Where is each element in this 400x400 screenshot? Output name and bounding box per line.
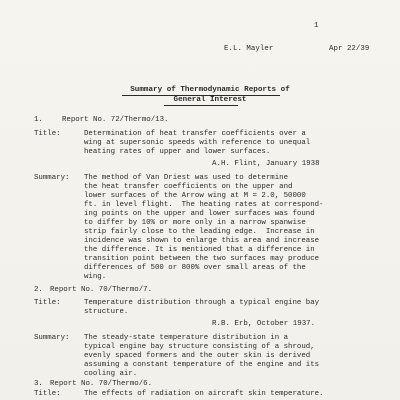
report-2-summary-label: Summary: (34, 334, 70, 342)
report-2-summary-line-4: assuming a constant temperature of the engine and its (84, 361, 320, 369)
report-2-summary-line-1: The steady-state temperature distribution in a (84, 334, 289, 342)
author-header: E.L. Mayler (224, 45, 274, 53)
report-2-summary-line-5: cooling air. (84, 370, 138, 378)
report-1-summary-line-4: ft. in level flight. The heating rates at correspond- (84, 201, 324, 209)
report-1-summary-line-1: The method of Van Driest was used to determine (84, 174, 289, 182)
report-2-summary-line-2: typical engine bay structure consisting of a shroud, (84, 343, 315, 351)
title-underline-2 (164, 105, 238, 106)
report-1-label: Report No. 72/Thermo/13. (62, 116, 169, 124)
report-1-summary-line-7: strip fairly close to the leading edge. Increase in (84, 228, 315, 236)
report-1-author: A.H. Flint, January 1938 (212, 160, 320, 168)
report-2-author: R.B. Erb, October 1937. (212, 320, 316, 328)
report-1-title-line-1: Determination of heat transfer coefficients over a (84, 130, 306, 138)
report-3-title-line-1: The effects of radiation on aircraft skin temperature. (84, 390, 324, 398)
report-2-title-line-1: Temperature distribution through a typical engine bay (84, 299, 320, 307)
report-3-title-label: Title: (34, 390, 61, 398)
report-1-number: 1. (34, 116, 43, 124)
document-title-line-1: Summary of Thermodynamic Reports of (130, 86, 290, 94)
report-1-summary-label: Summary: (34, 174, 70, 182)
report-2-title-line-2: structure. (84, 308, 129, 316)
report-1-summary-line-3: lower surfaces of the Arrow wing at M = 2.0, 50000 (84, 192, 306, 200)
report-3-number: 3. (34, 380, 43, 388)
report-2-title-label: Title: (34, 299, 61, 307)
report-1-summary-line-11: differences of 500 or 800% over small areas of the (84, 264, 306, 272)
report-1-title-line-2: wing at supersonic speeds with reference to unequal (84, 139, 311, 147)
report-2-number: 2. (34, 286, 43, 294)
report-1-summary-line-12: wing. (84, 273, 107, 281)
report-1-title-line-3: heating rates of upper and lower surfaces. (84, 148, 271, 156)
report-2-label: Report No. 70/Thermo/7. (50, 286, 153, 294)
document-title-line-2: General Interest (173, 96, 247, 104)
page-number: 1 (314, 22, 319, 30)
report-1-summary-line-6: to differ by 10% or more only in a narrow spanwise (84, 219, 306, 227)
report-1-summary-line-2: the heat transfer coefficients on the upper and (84, 183, 293, 191)
report-1-summary-line-10: transition point between the two surfaces may produce (84, 255, 320, 263)
report-1-title-label: Title: (34, 130, 61, 138)
report-1-summary-line-9: the difference. It is mentioned that a difference in (84, 246, 315, 254)
report-1-summary-line-5: ing points on the upper and lower surfaces was found (84, 210, 315, 218)
date-header: Apr 22/39 (329, 45, 370, 53)
report-1-summary-line-8: incidence was shown to enlarge this area and increase (84, 237, 320, 245)
report-2-summary-line-3: evenly spaced formers and the outer skin is derived (84, 352, 311, 360)
report-3-label: Report No. 70/Thermo/6. (50, 380, 153, 388)
